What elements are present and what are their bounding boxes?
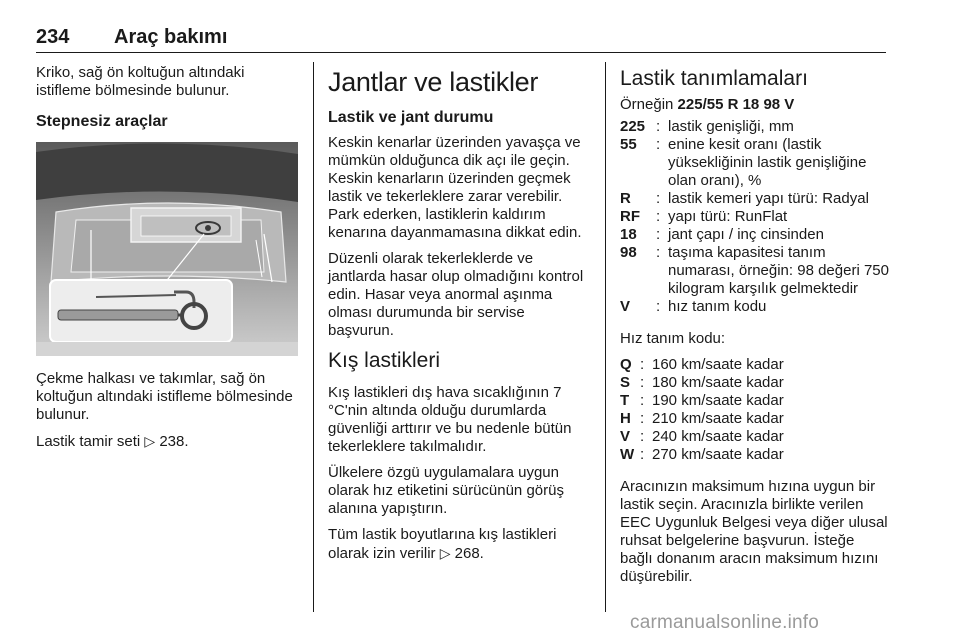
tyre-condition-text-2: Düzenli olarak tekerleklerde ve jantlarda hasar olup olmadığını kontrol edin. Hasar veya anormal aşınma olması durumunda bir servise başvurun. <box>328 250 584 339</box>
jack-location-text: Kriko, sağ ön koltuğun altındaki istifleme bölmesinde bulunur. <box>36 64 245 99</box>
winter-tyres-text-2: Ülkelere özgü uygulamalara uygun olarak hız etiketini sürücünün görüş alanına yapıştırın. <box>328 464 564 517</box>
column-middle <box>328 64 590 571</box>
list-item: V : hız tanım kodu <box>620 298 767 315</box>
list-item: 18 : jant çapı / inç cinsinden <box>620 226 824 243</box>
header-divider <box>36 52 886 53</box>
list-item: RF : yapı türü: RunFlat <box>620 208 788 225</box>
tools-illustration <box>36 142 298 356</box>
heading-winter-tyres: Kış lastikleri <box>328 349 441 372</box>
watermark: carmanualsonline.info <box>630 612 820 633</box>
repair-kit-text: Lastik tamir seti <box>36 433 141 450</box>
example-prefix: Örneğin <box>620 96 674 113</box>
list-item: V : 240 km/saate kadar <box>620 428 784 445</box>
section-title-wheels-tyres: Jantlar ve lastikler <box>328 67 539 97</box>
speed-code-label: Hız tanım kodu: <box>620 330 726 347</box>
max-speed-advice-text: Aracınızın maksimum hızına uygun bir lastik seçin. Aracınızla birlikte verilen EEC Uygunluk Belgesi veya diğer ulusal ruhsat belgelerine başvurun. İsteğe bağlı donanım aracın maksimum hızını düşürebilir. <box>620 478 888 585</box>
tow-eye-location-text: Çekme halkası ve takımlar, sağ ön koltuğun altındaki istifleme bölmesinde bulunur. <box>36 370 293 423</box>
page-number: 234 <box>36 26 70 48</box>
example-line <box>620 96 890 114</box>
heading-tyre-condition: Lastik ve jant durumu <box>328 109 494 126</box>
winter-tyres-text-3: Tüm lastik boyutlarına kış lastikleri olarak izin verilir <box>328 526 557 562</box>
column-divider-2 <box>605 62 606 612</box>
list-item: 225 : lastik genişliği, mm <box>620 118 794 135</box>
repair-kit-ref <box>36 432 298 451</box>
page-header <box>36 26 886 52</box>
repair-kit-page[interactable]: 238. <box>159 433 189 450</box>
column-left <box>36 64 298 459</box>
list-item: T : 190 km/saate kadar <box>620 392 784 409</box>
column-divider-1 <box>313 62 314 612</box>
list-item: W : 270 km/saate kadar <box>620 446 784 463</box>
column-right <box>620 64 890 594</box>
tyre-code-definitions <box>620 118 890 316</box>
list-item: Q : 160 km/saate kadar <box>620 356 784 373</box>
list-item: 55 : enine kesit oranı (lastik yüksekliğinin lastik genişliğine olan oranı), % <box>620 136 867 189</box>
heading-no-spare: Stepnesiz araçlar <box>36 113 168 130</box>
example-code: 225/55 R 18 98 V <box>677 96 795 113</box>
section-title-tyre-designations: Lastik tanımlamaları <box>620 67 808 90</box>
list-item: 98 : taşıma kapasitesi tanım numarası, örneğin: 98 değeri 750 kilogram karşılık gelmektedir <box>620 244 889 297</box>
winter-tyres-page[interactable]: 268. <box>454 545 484 562</box>
tyre-condition-text-1: Keskin kenarlar üzerinden yavaşça ve mümkün olduğunca dik açı ile geçin. Keskin kenarların üzerinden geçmek lastik ve tekerleklere zarar verebilir. Park ederken, lastiklerin kaldırım kenarına dayanmamasına dikkat edin. <box>328 134 582 241</box>
winter-tyres-text-1: Kış lastikleri dış hava sıcaklığının 7 °C'nin altında olduğu durumlarda güvenliği arttırır ve bu nedenle bütün tekerleklere takılmalıdır. <box>328 384 572 455</box>
winter-tyres-ref <box>328 526 590 563</box>
list-item: R : lastik kemeri yapı türü: Radyal <box>620 190 869 207</box>
chapter-title: Araç bakımı <box>114 26 228 48</box>
triangle-right-icon: ▷ <box>439 545 451 561</box>
triangle-right-icon: ▷ <box>144 433 156 449</box>
list-item: H : 210 km/saate kadar <box>620 410 784 427</box>
speed-code-list <box>620 356 890 464</box>
list-item: S : 180 km/saate kadar <box>620 374 784 391</box>
